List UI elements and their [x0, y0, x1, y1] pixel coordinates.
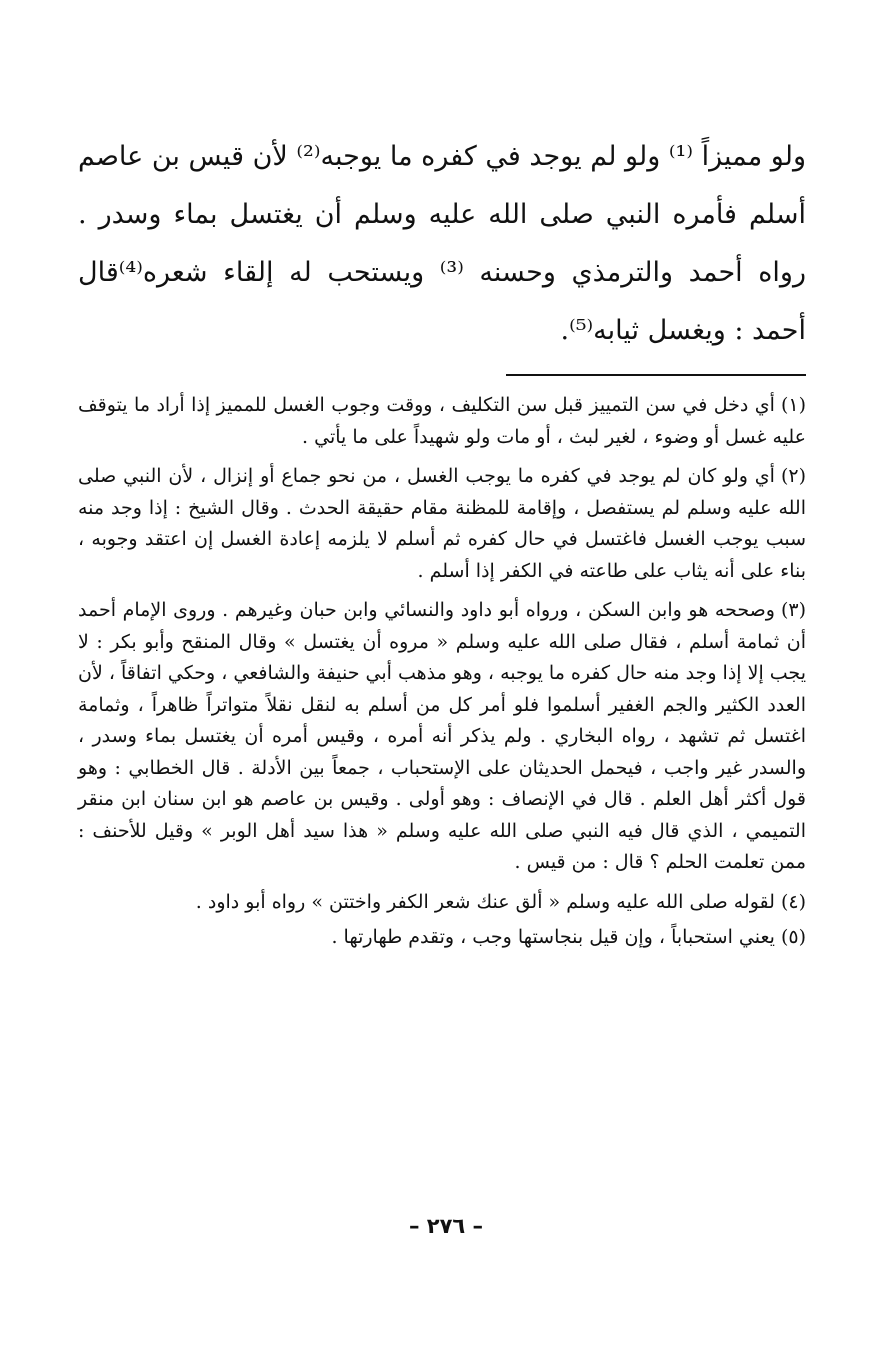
footnote-text: أي دخل في سن التمييز قبل سن التكليف ، ووقت وجوب الغسل للمميز إذا أراد ما يتوقف عليه غسل أو وضوء ، لغير لبث ، أو مات ولو شهيداً على ما يأتي .	[78, 394, 806, 448]
footnote-text: يعني استحباباً ، وإن قيل بنجاستها وجب ، وتقدم طهارتها .	[331, 926, 775, 948]
footnote-divider	[506, 374, 806, 376]
footnote-text: أي ولو كان لم يوجد في كفره ما يوجب الغسل ، من نحو جماع أو إنزال ، لأن النبي صلى الله عليه وسلم لم يستفصل ، وإقامة للمظنة مقام حقيقة الحدث . وقال الشيخ : إذا وجد منه سبب يوجب الغسل فاغتسل في حال كفره ثم أسلم لا يلزمه إعادة الغسل إن اعتقد وجوبه ، بناء على أنه يثاب على طاعته في الكفر إذا أسلم .	[78, 465, 806, 582]
footnote-number: (٣)	[780, 599, 806, 621]
footnote-5	[78, 922, 806, 954]
page-content	[78, 128, 806, 958]
footnote-text: وصححه هو وابن السكن ، ورواه أبو داود والنسائي وابن حبان وغيرهم . وروى الإمام أحمد أن ثمامة أسلم ، فقال صلى الله عليه وسلم « مروه أن يغتسل » وقال المنقح وأبو بكر : لا يجب إلا إذا وجد منه حال كفره ما يوجبه ، وهو مذهب أبي حنيفة والشافعي ، وحكي اتفاقاً ، لأن العدد الكثير والجم الغفير أسلموا فلو أمر كل من أسلم به لنقل نقلاً متواتراً ظاهراً ، وثمامة اغتسل ثم تشهد ، رواه البخاري . ولم يذكر أنه أمره ، وقيس أمره أن يغتسل بماء وسدر ، والسدر غير واجب ، فيحمل الحديثان على الإستحباب ، جمعاً بين الأدلة . قال الخطابي : وهو قول أكثر أهل العلم . قال في الإنصاف : وهو أولى . وقيس بن عاصم هو ابن سنان ابن منقر التميمي ، الذي قال فيه النبي صلى الله عليه وسلم « هذا سيد أهل الوبر » وقيل للأحنف : ممن تعلمت الحلم ؟ قال : من قيس .	[78, 599, 806, 873]
footnote-number: (١)	[780, 394, 806, 416]
footnote-text: لقوله صلى الله عليه وسلم « ألق عنك شعر الكفر واختتن » رواه أبو داود .	[195, 890, 775, 913]
footnote-1	[78, 390, 806, 453]
footnote-2	[78, 461, 806, 587]
footnote-number: (٢)	[780, 465, 806, 487]
page-number: – ٢٧٦ –	[408, 1214, 484, 1238]
footnote-number: (٥)	[780, 926, 806, 948]
footnote-4	[78, 887, 806, 919]
footnote-3	[78, 595, 806, 879]
main-text: ولو مميزاً ⁽¹⁾ ولو لم يوجد في كفره ما يوجبه⁽²⁾ لأن قيس بن عاصم أسلم فأمره النبي صلى الله عليه وسلم أن يغتسل بماء وسدر . رواه أحمد والترمذي وحسنه ⁽³⁾ ويستحب له إلقاء شعره⁽⁴⁾قال أحمد : ويغسل ثيابه⁽⁵⁾.	[78, 141, 807, 346]
footnote-number: (٤)	[780, 890, 806, 913]
